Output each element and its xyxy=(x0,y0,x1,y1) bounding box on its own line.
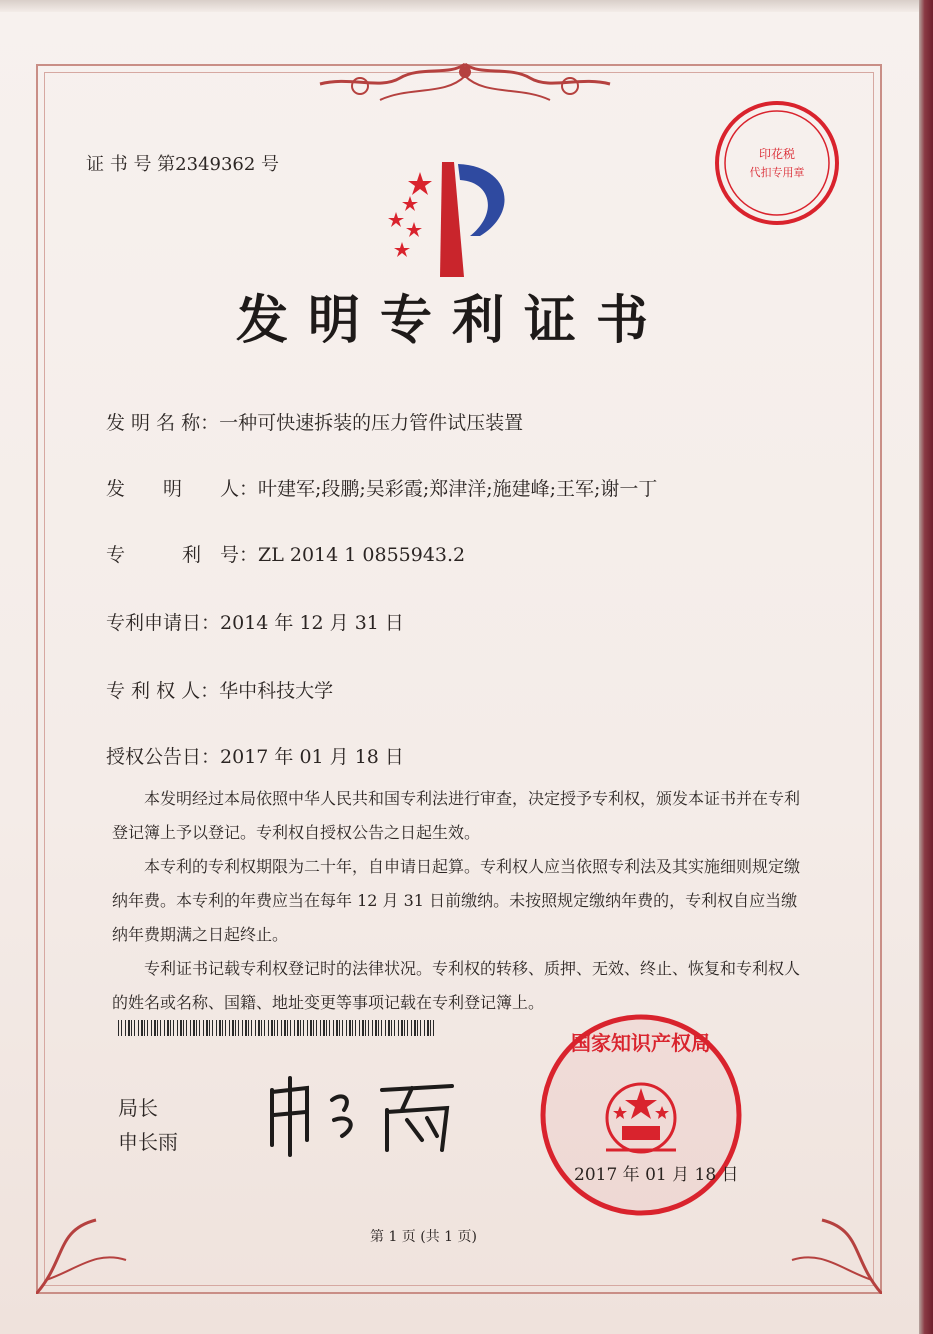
field-inventors xyxy=(106,474,657,501)
field-label: 专利申请日： xyxy=(106,612,221,634)
seal-date: 2017 年 01 月 18 日 xyxy=(574,1165,739,1185)
page-footer: 第 1 页 (共 1 页) xyxy=(370,1229,477,1245)
paragraph: 本发明经过本局依照中华人民共和国专利法进行审查，决定授予专利权，颁发本证书并在专利登记簿上予以登记。专利权自授权公告之日起生效。 xyxy=(112,789,801,842)
field-value: 2017 年 01 月 18 日 xyxy=(220,746,404,768)
cnipa-logo-icon xyxy=(380,152,530,282)
field-label: 发 明 人： xyxy=(106,478,259,500)
field-value: 2014 年 12 月 31 日 xyxy=(220,612,404,634)
field-grant-date xyxy=(106,742,404,769)
svg-text:代扣专用章: 代扣专用章 xyxy=(749,166,805,179)
field-label: 发 明 名 称： xyxy=(106,412,220,434)
field-patent-number xyxy=(106,540,465,567)
handwritten-signature-icon xyxy=(262,1070,462,1160)
signatory-role: 局长 xyxy=(118,1096,158,1120)
field-invention-name xyxy=(106,408,523,435)
field-label: 专 利 号： xyxy=(106,544,259,566)
field-value: 华中科技大学 xyxy=(219,680,334,702)
barcode-icon xyxy=(118,1020,434,1036)
paragraph: 专利证书记载专利权登记时的法律状况。专利权的转移、质押、无效、终止、恢复和专利权人的姓名或名称、国籍、地址变更等事项记载在专利登记簿上。 xyxy=(112,959,801,1012)
paragraph: 本专利的专利权期限为二十年，自申请日起算。专利权人应当依照专利法及其实施细则规定缴纳年费。本专利的年费应当在每年 12 月 31 日前缴纳。未按照规定缴纳年费的，专利权自应当缴纳年费期满之日起终止。 xyxy=(112,857,801,944)
watermark-text xyxy=(120,98,133,117)
field-value: ZL 2014 1 0855943.2 xyxy=(258,544,466,566)
top-ornament-icon xyxy=(300,56,630,116)
field-application-date xyxy=(106,608,404,635)
page-title: 发明专利证书 xyxy=(236,290,669,351)
field-label: 授权公告日： xyxy=(106,746,221,768)
svg-text:印花税: 印花税 xyxy=(758,147,796,161)
scan-top-edge xyxy=(0,0,933,12)
field-value: 一种可快速拆装的压力管件试压装置 xyxy=(219,412,524,434)
body-text xyxy=(112,782,802,1020)
tax-stamp-icon xyxy=(712,98,842,228)
signatory-name: 申长雨 xyxy=(118,1130,178,1154)
field-label: 专 利 权 人： xyxy=(106,680,220,702)
field-value: 叶建军;段鹏;吴彩霞;郑津洋;施建峰;王军;谢一丁 xyxy=(258,478,658,500)
svg-text:国家知识产权局: 国家知识产权局 xyxy=(571,1031,711,1055)
field-patentee xyxy=(106,676,333,703)
binding-spine xyxy=(919,0,933,1334)
certificate-number: 证 书 号 第2349362 号 xyxy=(86,154,280,175)
